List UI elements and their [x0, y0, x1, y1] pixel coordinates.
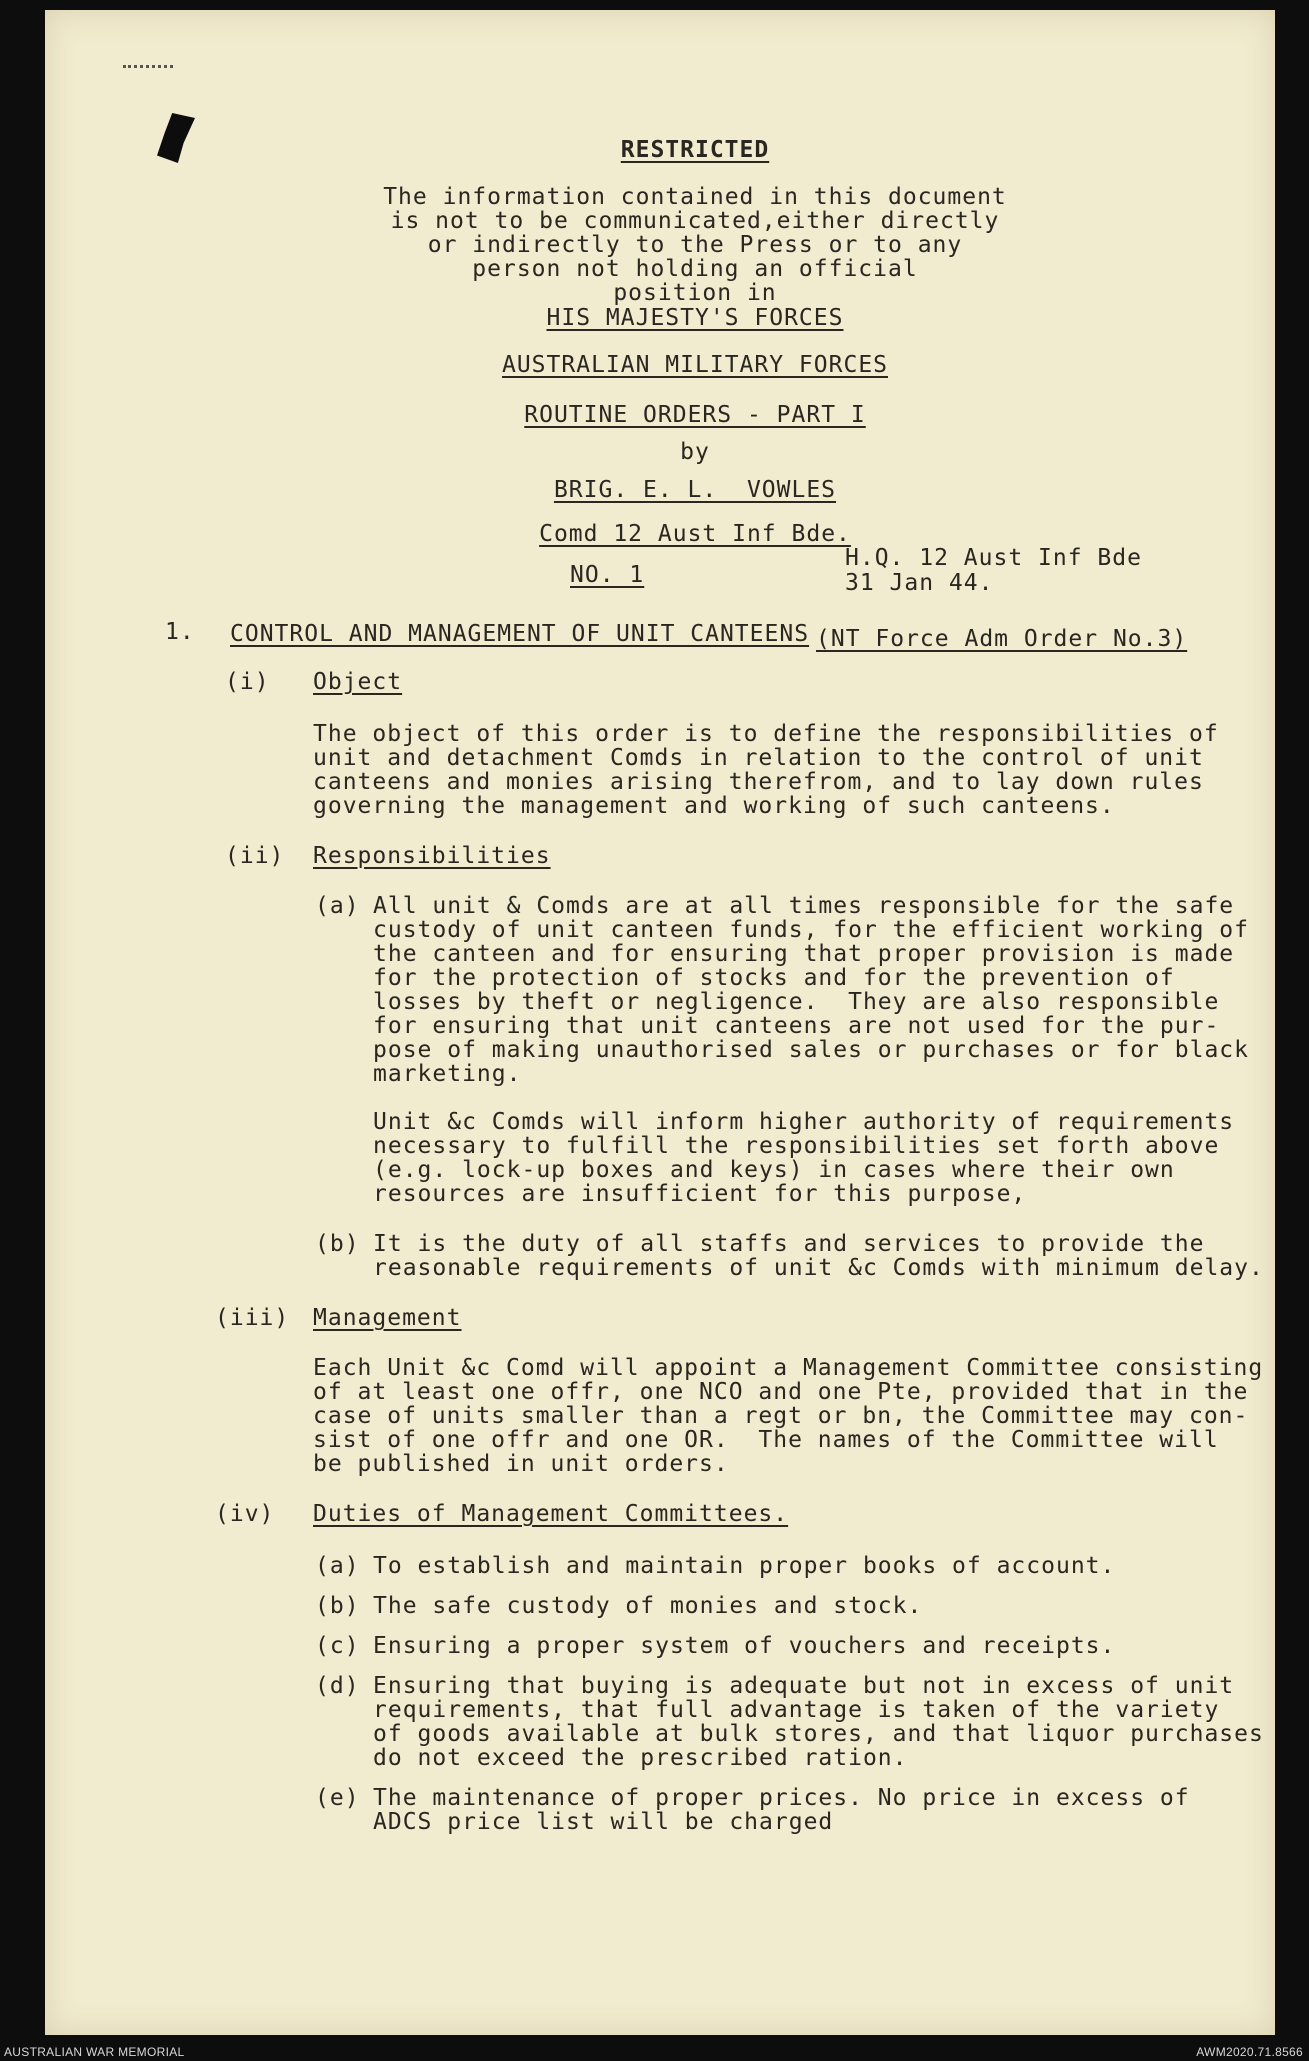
para-heading: Responsibilities	[313, 843, 551, 869]
body-line: canteens and monies arising therefrom, and to lay down rules	[313, 769, 1204, 795]
item-label: (b)	[315, 1593, 360, 1619]
orders-title: ROUTINE ORDERS - PART I	[524, 402, 866, 428]
torn-corner	[157, 113, 195, 163]
para-heading: Object	[313, 669, 403, 695]
body-line: of at least one offr, one NCO and one Pte, provided that in the	[313, 1379, 1249, 1405]
body-line: marketing.	[373, 1061, 522, 1087]
body-line: requirements, that full advantage is taken of the variety	[373, 1697, 1220, 1723]
notice-line: or indirectly to the Press or to any	[427, 232, 963, 258]
para-heading: Duties of Management Committees.	[313, 1501, 789, 1527]
body-line: pose of making unauthorised sales or purchases or for black	[373, 1037, 1249, 1063]
body-line: (e.g. lock-up boxes and keys) in cases where their own	[373, 1157, 1175, 1183]
org-line: AUSTRALIAN MILITARY FORCES	[501, 352, 889, 378]
body-line: the canteen and for ensuring that proper provision is made	[373, 941, 1235, 967]
body-line: of goods available at bulk stores, and that liquor purchases	[373, 1721, 1264, 1747]
body-line: necessary to fulfill the responsibilities set forth above	[373, 1133, 1220, 1159]
body-line: To establish and maintain proper books of account.	[373, 1553, 1116, 1579]
item-label: (c)	[315, 1633, 360, 1659]
body-line: The safe custody of monies and stock.	[373, 1593, 923, 1619]
commander-line: BRIG. E. L. VOWLES	[553, 477, 837, 503]
body-line: for ensuring that unit canteens are not used for the pur-	[373, 1013, 1220, 1039]
notice-line: position in	[613, 280, 777, 306]
body-line: Unit &c Comds will inform higher authority of requirements	[373, 1109, 1235, 1135]
body-line: resources are insufficient for this purpose,	[373, 1181, 1027, 1207]
command-line: Comd 12 Aust Inf Bde.	[539, 521, 851, 547]
body-line: for the protection of stocks and for the prevention of	[373, 965, 1175, 991]
para-number: (i)	[225, 669, 270, 695]
notice-line: person not holding an official	[472, 256, 918, 282]
item-label: (b)	[315, 1231, 360, 1257]
item-label: (a)	[315, 893, 360, 919]
body-line: reasonable requirements of unit &c Comds with minimum delay.	[373, 1255, 1264, 1281]
para-number: (iv)	[215, 1501, 275, 1527]
body-line: Ensuring that buying is adequate but not in excess of unit	[373, 1673, 1235, 1699]
forces-line: HIS MAJESTY'S FORCES	[546, 305, 844, 331]
archive-credit: AUSTRALIAN WAR MEMORIAL	[4, 2045, 185, 2059]
para-number: (ii)	[225, 843, 285, 869]
document-page	[45, 10, 1275, 2035]
body-line: sist of one offr and one OR. The names of the Committee will	[313, 1427, 1219, 1453]
body-line: ADCS price list will be charged	[373, 1809, 834, 1835]
para-number: (iii)	[215, 1305, 290, 1331]
section-reference: (NT Force Adm Order No.3)	[816, 626, 1188, 652]
archive-reference: AWM2020.71.8566	[1196, 2045, 1303, 2059]
body-line: be published in unit orders.	[313, 1451, 729, 1477]
by-line: by	[680, 439, 710, 465]
section-number: 1.	[165, 619, 195, 645]
body-line: The object of this order is to define the responsibilities of	[313, 721, 1219, 747]
body-line: Ensuring a proper system of vouchers and receipts.	[373, 1633, 1116, 1659]
para-heading: Management	[313, 1305, 462, 1331]
body-line: Each Unit &c Comd will appoint a Management Committee consisting	[313, 1355, 1264, 1381]
notice-line: is not to be communicated,either directly	[390, 208, 1000, 234]
item-label: (a)	[315, 1553, 360, 1579]
body-line: losses by theft or negligence. They are also responsible	[373, 989, 1220, 1015]
date-line: 31 Jan 44.	[845, 570, 994, 596]
body-line: case of units smaller than a regt or bn, the Committee may con-	[313, 1403, 1249, 1429]
item-label: (e)	[315, 1785, 360, 1811]
body-line: The maintenance of proper prices. No price in excess of	[373, 1785, 1190, 1811]
restricted-heading: RESTRICTED	[620, 137, 770, 163]
item-label: (d)	[315, 1673, 360, 1699]
body-line: governing the management and working of such canteens.	[313, 793, 1115, 819]
body-line: do not exceed the prescribed ration.	[373, 1745, 908, 1771]
body-line: unit and detachment Comds in relation to the control of unit	[313, 745, 1204, 771]
body-line: custody of unit canteen funds, for the efficient working of	[373, 917, 1249, 943]
body-line: It is the duty of all staffs and services to provide the	[373, 1231, 1205, 1257]
order-number: NO. 1	[570, 562, 645, 588]
body-line: All unit & Comds are at all times responsible for the safe	[373, 893, 1235, 919]
pin-mark	[123, 65, 173, 70]
section-title: CONTROL AND MANAGEMENT OF UNIT CANTEENS	[230, 621, 810, 647]
hq-line: H.Q. 12 Aust Inf Bde	[845, 545, 1142, 571]
notice-line: The information contained in this document	[383, 184, 1007, 210]
